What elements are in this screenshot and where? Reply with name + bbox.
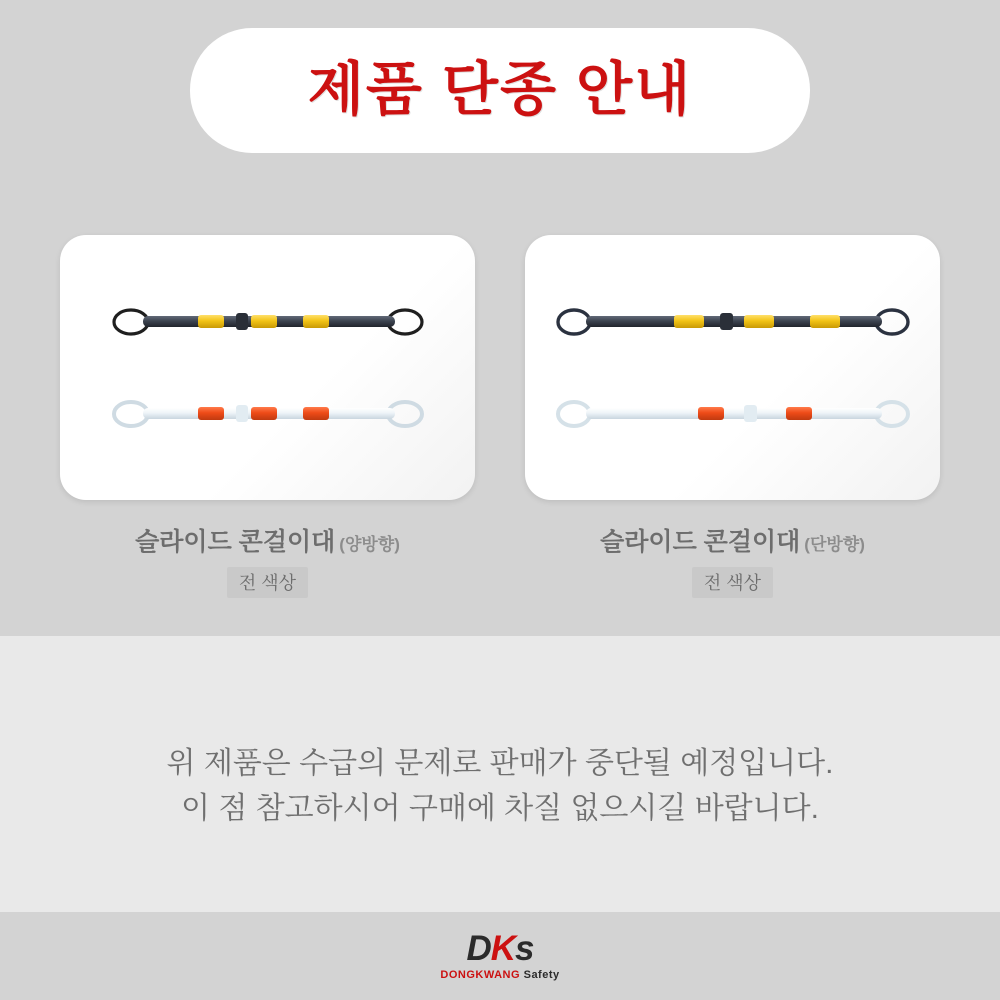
product-bars-1 <box>60 235 475 500</box>
notice-line-2: 이 점 참고하시어 구매에 차질 없으시길 바랍니다. <box>181 792 819 825</box>
logo-brand-main: DONGKWANG <box>440 969 521 981</box>
page-title: 제품 단종 안내 <box>307 57 693 122</box>
footer <box>0 912 1000 1000</box>
product-color-badge-2: 전 색상 <box>692 567 773 598</box>
cone-bar-dark-yellow-icon <box>103 299 433 345</box>
cone-bar-white-orange-icon <box>548 391 918 437</box>
logo-letter-k: K <box>490 929 516 968</box>
product-image-card-1 <box>60 235 475 500</box>
product-bars-2 <box>525 235 940 500</box>
product-name-1: 슬라이드 콘걸이대 <box>135 528 336 556</box>
product-card-1 <box>60 235 475 598</box>
product-direction-1: (양방향) <box>339 535 400 554</box>
product-direction-2: (단방향) <box>804 535 865 554</box>
cone-bar-white-orange-icon <box>103 391 433 437</box>
logo-wordmark <box>440 931 559 966</box>
logo-brand-name <box>440 970 559 981</box>
title-pill <box>190 28 810 153</box>
product-name-2: 슬라이드 콘걸이대 <box>600 528 801 556</box>
product-caption-1 <box>135 522 400 598</box>
logo-letter-d: D <box>466 929 491 968</box>
title-section <box>0 0 1000 180</box>
notice-section <box>0 636 1000 912</box>
product-list <box>0 180 1000 598</box>
product-image-card-2 <box>525 235 940 500</box>
company-logo <box>440 931 559 981</box>
product-card-2 <box>525 235 940 598</box>
notice-line-1: 위 제품은 수급의 문제로 판매가 중단될 예정입니다. <box>166 747 834 780</box>
cone-bar-dark-yellow-icon <box>548 299 918 345</box>
logo-letter-s: s <box>515 929 534 968</box>
product-caption-2 <box>600 522 865 598</box>
product-color-badge-1: 전 색상 <box>227 567 308 598</box>
logo-brand-suffix: Safety <box>520 969 560 981</box>
